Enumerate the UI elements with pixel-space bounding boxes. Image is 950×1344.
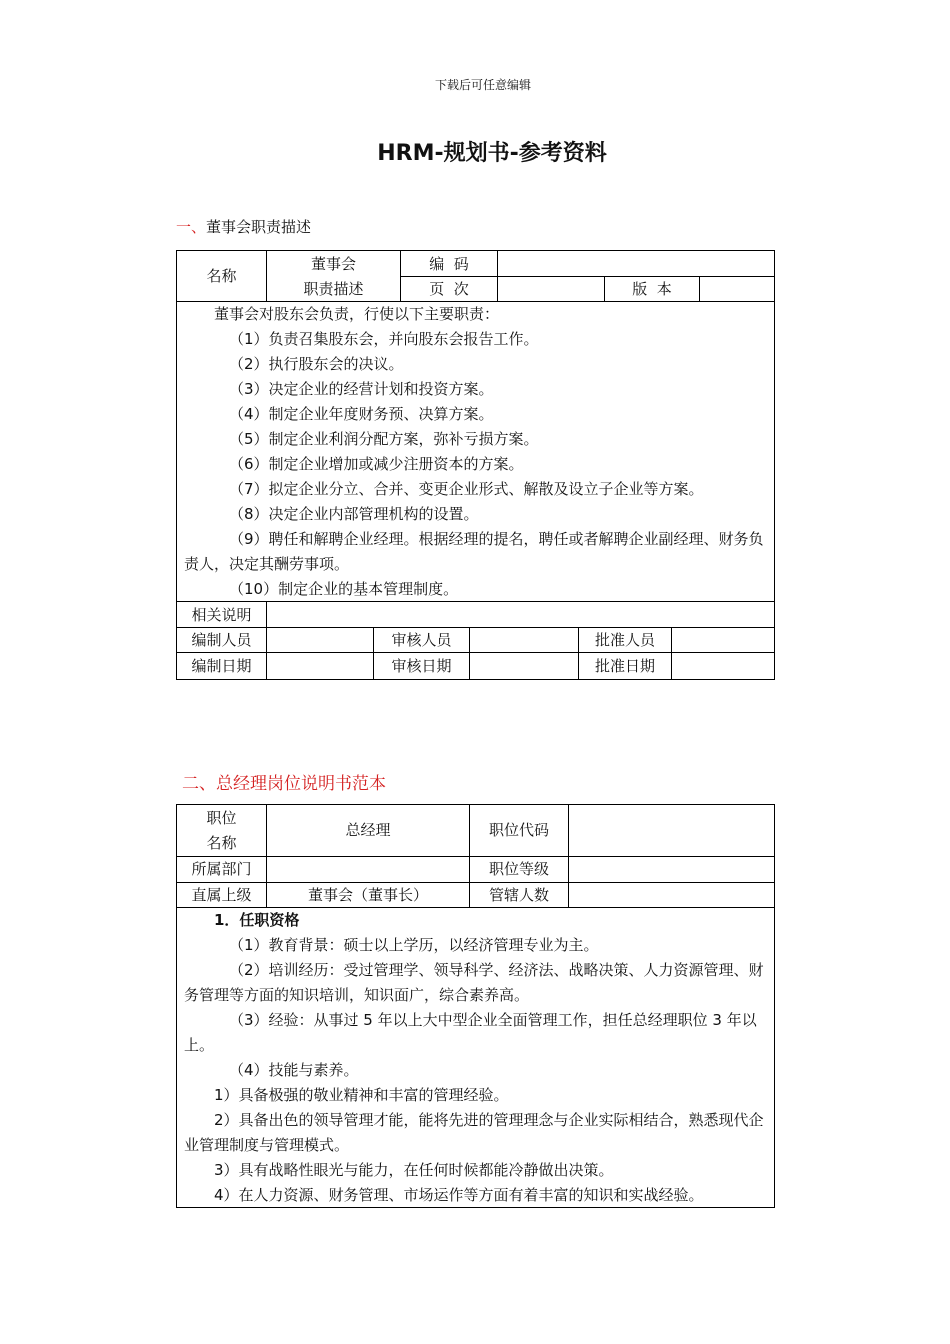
qualifications: [184, 908, 768, 1208]
duty-item: （10）制定企业的基本管理制度。: [229, 580, 459, 598]
skill-item: 1）具备极强的敬业精神和丰富的管理经验。: [214, 1086, 509, 1104]
prepared-by-label: 编制人员: [191, 631, 252, 649]
duty-item: （3）决定企业的经营计划和投资方案。: [229, 380, 494, 398]
qualification-item: （4）技能与素养。: [229, 1061, 359, 1079]
prepared-date-label: 编制日期: [191, 657, 252, 675]
name-value-line1: 董事会: [310, 255, 356, 273]
name-value-line2: 职责描述: [303, 280, 364, 298]
superior-label: 直属上级: [191, 886, 252, 904]
duty-item: （2）执行股东会的决议。: [229, 355, 404, 373]
qualification-item: （2）培训经历：受过管理学、领导科学、经济法、战略决策、人力资源管理、财务管理等方面的知识培训，知识面广，综合素养高。: [184, 961, 764, 1004]
reviewed-by-label: 审核人员: [391, 631, 452, 649]
divider: [266, 602, 267, 679]
department-label: 所属部门: [191, 860, 252, 878]
name-label: 名称: [206, 267, 237, 285]
related-label: 相关说明: [191, 606, 252, 624]
reviewed-date-label: 审核日期: [391, 657, 452, 675]
qualifications-heading: 1．任职资格: [214, 911, 300, 929]
skill-item: 4）在人力资源、财务管理、市场运作等方面有着丰富的知识和实战经验。: [214, 1186, 704, 1204]
divider: [699, 277, 700, 301]
divider: [497, 251, 498, 301]
duty-item: （5）制定企业利润分配方案，弥补亏损方案。: [229, 430, 539, 448]
page-label: 页 次: [429, 280, 469, 298]
position-value: 总经理: [345, 821, 391, 839]
approved-by-label: 批准人员: [594, 631, 655, 649]
position-label-line2: 名称: [206, 834, 237, 852]
divider: [469, 628, 470, 679]
duties-list: [184, 302, 768, 602]
position-label-line1: 职位: [206, 809, 237, 827]
skill-item: 2）具备出色的领导管理才能，能将先进的管理理念与企业实际相结合，熟悉现代企业管理制度与管理模式。: [184, 1111, 764, 1154]
duty-item: （1）负责召集股东会，并向股东会报告工作。: [229, 330, 539, 348]
document-title: HRM-规划书-参考资料: [377, 141, 607, 166]
duty-item: （8）决定企业内部管理机构的设置。: [229, 505, 479, 523]
duty-item: （6）制定企业增加或减少注册资本的方案。: [229, 455, 524, 473]
qualification-item: （1）教育背景：硕士以上学历，以经济管理专业为主。: [229, 936, 599, 954]
duty-item: （7）拟定企业分立、合并、变更企业形式、解散及设立子企业等方案。: [229, 480, 704, 498]
section-1-title: 董事会职责描述: [206, 218, 312, 236]
position-code-label: 职位代码: [488, 821, 549, 839]
duties-intro: 董事会对股东会负责，行使以下主要职责：: [214, 305, 500, 323]
approved-date-label: 批准日期: [594, 657, 655, 675]
position-grade-label: 职位等级: [488, 860, 549, 878]
duty-item: （4）制定企业年度财务预、决算方案。: [229, 405, 494, 423]
qualification-item: （3）经验：从事过 5 年以上大中型企业全面管理工作，担任总经理职位 3 年以上。: [184, 1011, 757, 1054]
duty-item: （9）聘任和解聘企业经理。根据经理的提名，聘任或者解聘企业副经理、财务负责人，决定其酬劳事项。: [184, 530, 764, 573]
subordinates-label: 管辖人数: [488, 886, 549, 904]
superior-value: 董事会（董事长）: [307, 886, 428, 904]
skill-item: 3）具有战略性眼光与能力，在任何时候都能冷静做出决策。: [214, 1161, 614, 1179]
divider: [671, 628, 672, 679]
code-label: 编 码: [429, 255, 469, 273]
section-1-heading: [176, 216, 311, 237]
divider: [568, 805, 569, 907]
section-2-heading: 二、总经理岗位说明书范本: [182, 774, 386, 794]
section-1-number: 一、: [176, 218, 207, 236]
version-label: 版 本: [632, 280, 672, 298]
header-note: 下载后可任意编辑: [434, 78, 531, 92]
